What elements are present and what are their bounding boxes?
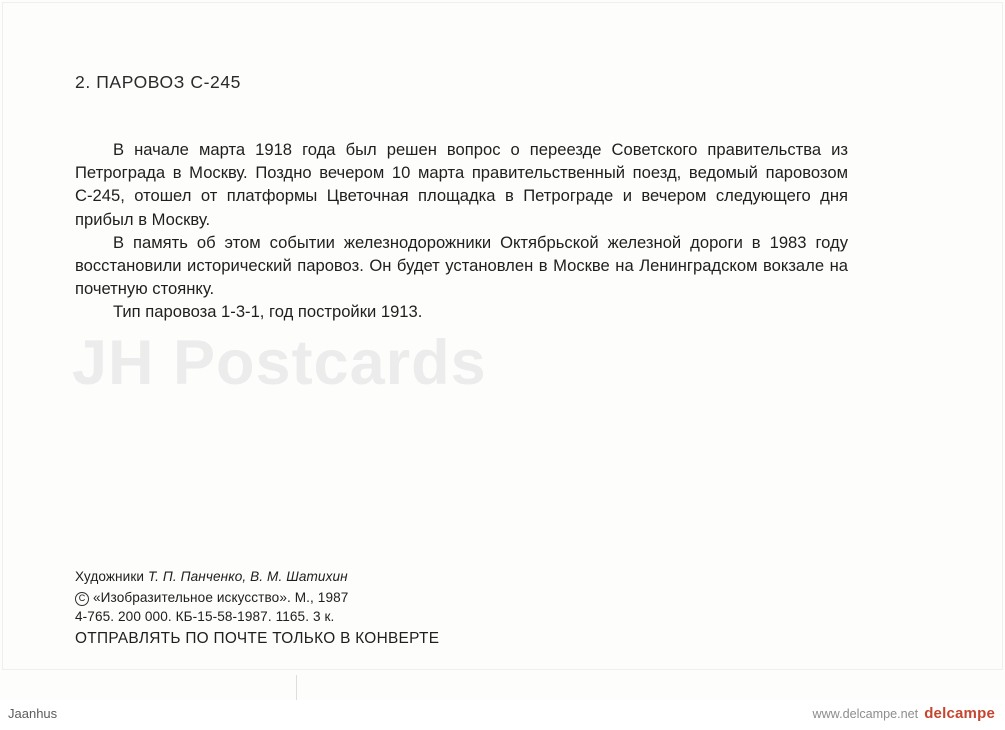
mailing-notice: ОТПРАВЛЯТЬ ПО ПОЧТЕ ТОЛЬКО В КОНВЕРТЕ [75,630,440,647]
uploader-name: Jaanhus [8,706,58,721]
delcampe-logo: delcampe [924,705,995,722]
publisher-text: «Изобразительное искусство». М., 1987 [93,590,349,606]
copyright-icon: C [75,592,89,606]
publisher-line [75,589,348,607]
site-url-text: www.delcampe.net [812,706,919,721]
address-divider-line [296,675,297,701]
paragraph-2: В память об этом событии железнодорожники Октябрьской железной дороги в 1983 году восстановили исторический паровоз. Он будет установлен в Москве на Ленинградском вокзале на почетную стоянку. [75,232,848,299]
artists-names: Т. П. Панченко, В. М. Шатихин [147,569,348,584]
site-watermark [812,705,995,722]
scan-footer [0,700,1005,730]
watermark-text: JH Postcards [72,328,487,398]
page-title: 2. ПАРОВОЗ С-245 [75,72,242,92]
artists-line [75,568,348,586]
card-body-text [75,138,848,324]
paragraph-3: Тип паровоза 1-3-1, год постройки 1913. [113,302,423,322]
artists-label: Художники [75,569,145,584]
print-code-line: 4-765. 200 000. КБ-15-58-1987. 1165. 3 к. [75,608,335,624]
paragraph-1: В начале марта 1918 года был решен вопрос о переезде Советского правительства из Петрограда в Москву. Поздно вечером 10 марта правительственный поезд, ведомый паровозом С-245, отошел от платформы Цветочная площадка в Петрограде и вечером следующего дня прибыл в Москву. [75,140,848,229]
credits-block [75,568,348,626]
